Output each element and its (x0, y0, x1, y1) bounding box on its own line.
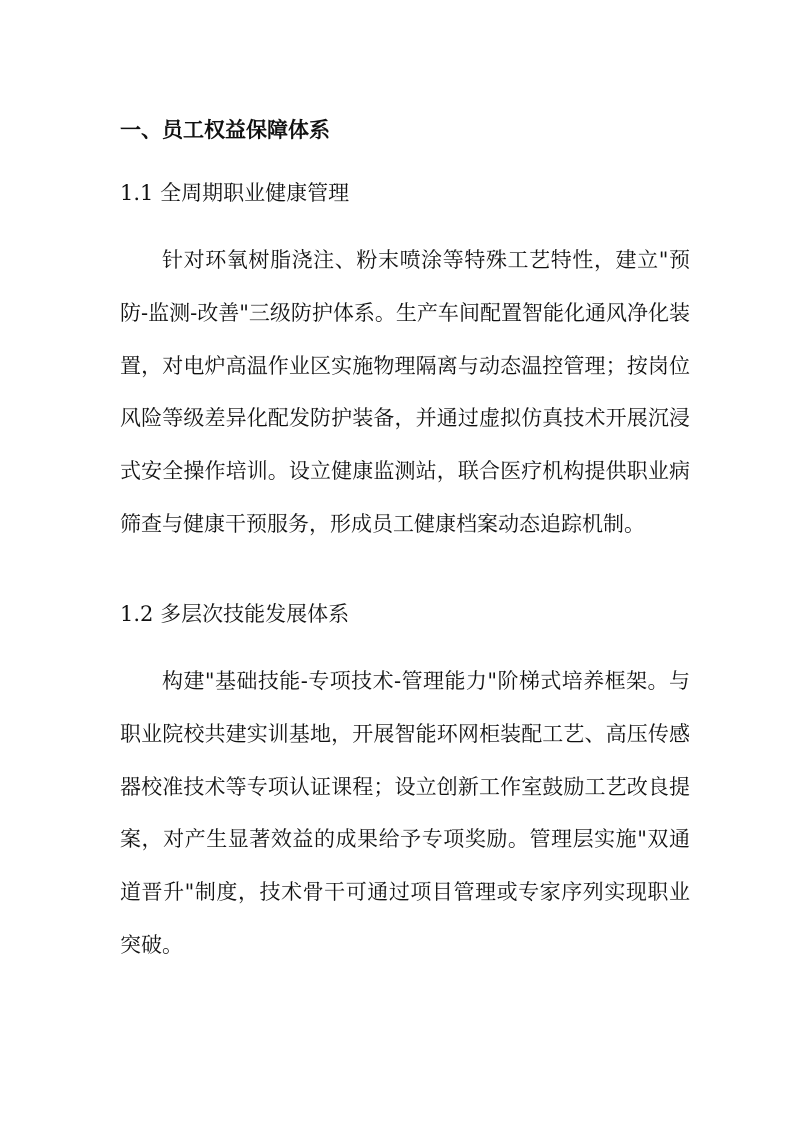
subsection-heading-health: 1.1 全周期职业健康管理 (120, 181, 350, 205)
subsection-heading-skills: 1.2 多层次技能发展体系 (120, 602, 350, 626)
subsection-body-skills: 构建"基础技能-专项技术-管理能力"阶梯式培养框架。与职业院校共建实训基地，开展智能环网柜装配工艺、高压传感器校准技术等专项认证课程；设立创新工作室鼓励工艺改良提案，对产生显著效益的成果给予专项奖励。管理层实施"双通道晋升"制度，技术骨干可通过项目管理或专家序列实现职业突破。 (120, 669, 690, 957)
subsection-body-health: 针对环氧树脂浇注、粉末喷涂等特殊工艺特性，建立"预防-监测-改善"三级防护体系。生产车间配置智能化通风净化装置，对电炉高温作业区实施物理隔离与动态温控管理；按岗位风险等级差异化配发防护装备，并通过虚拟仿真技术开展沉浸式安全操作培训。设立健康监测站，联合医疗机构提供职业病筛查与健康干预服务，形成员工健康档案动态追踪机制。 (120, 248, 690, 536)
section-title: 一、员工权益保障体系 (120, 118, 330, 142)
